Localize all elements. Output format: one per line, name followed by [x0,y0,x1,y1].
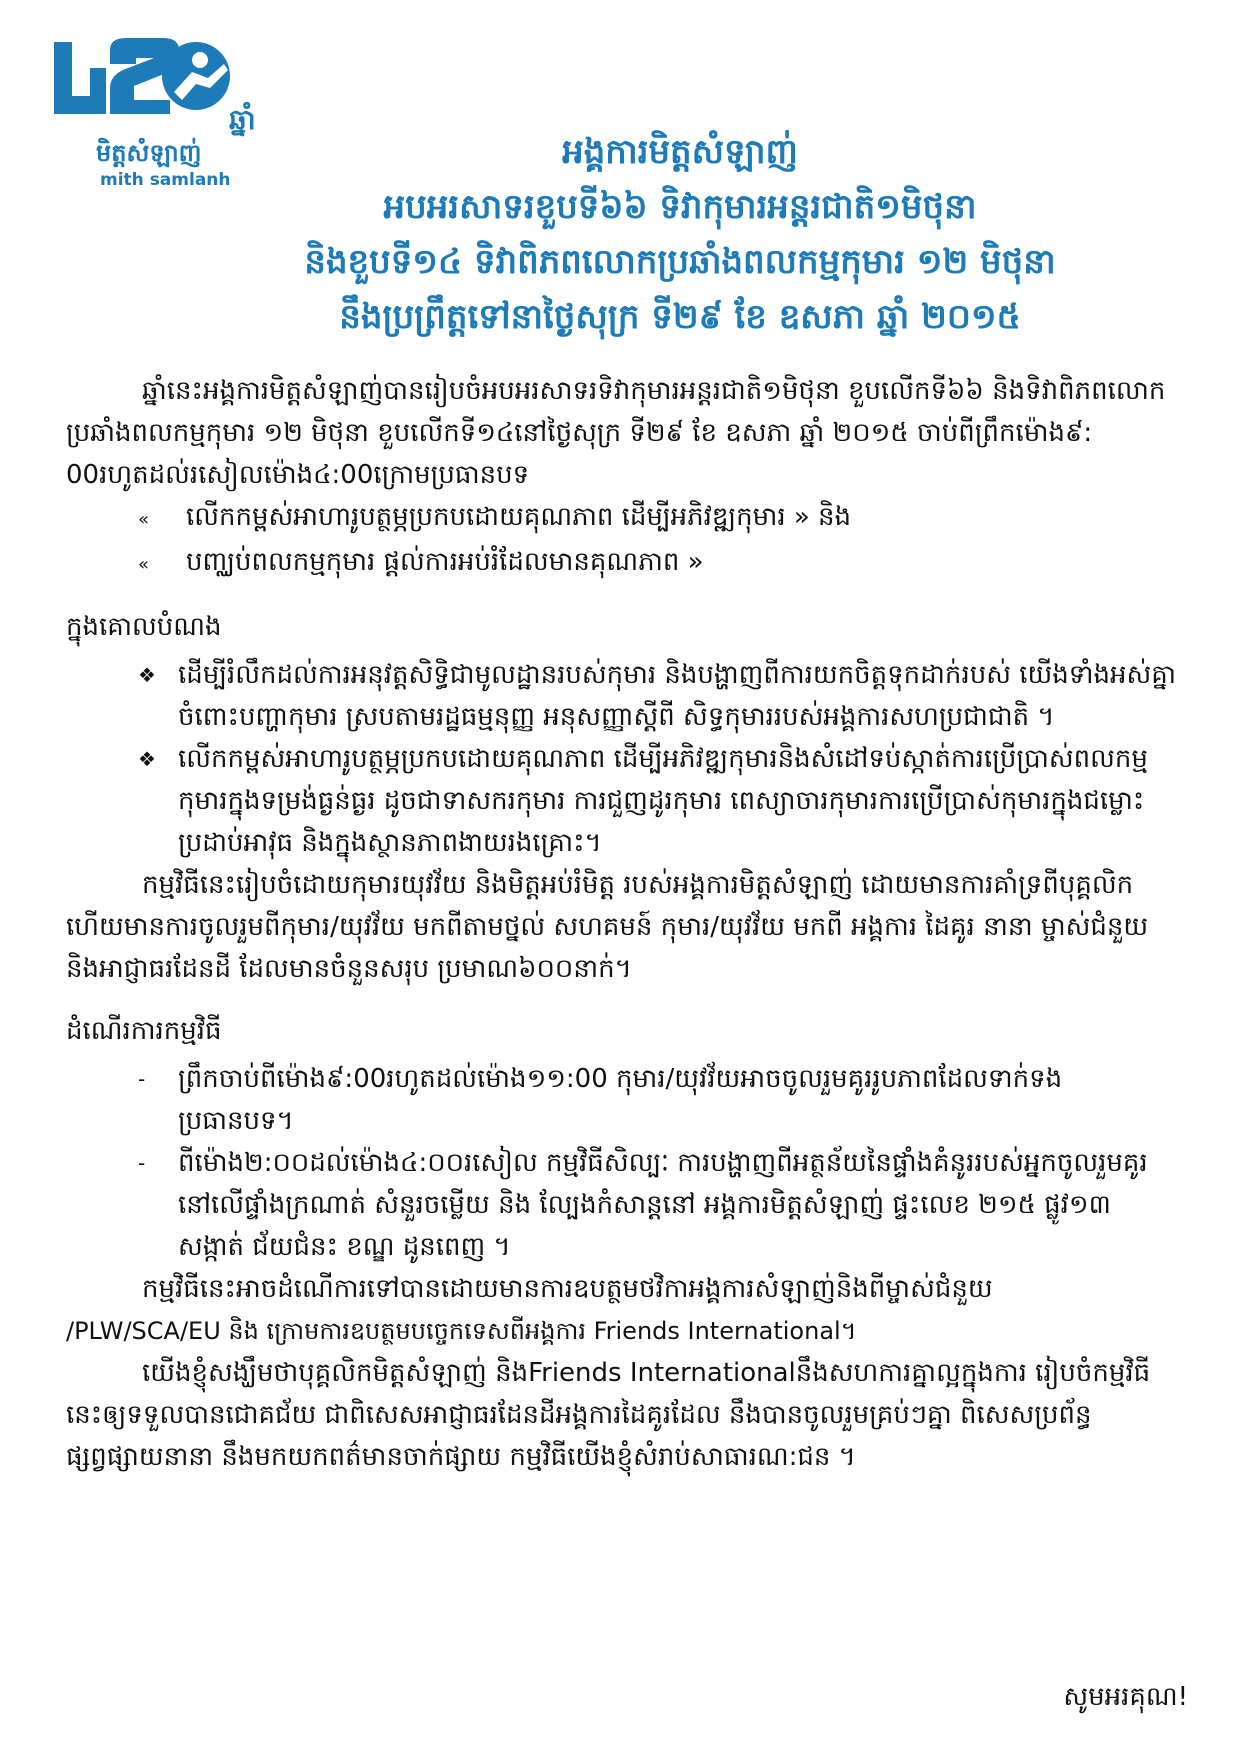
proceedings-heading: ដំណើរការកម្មវិធី [66,1016,222,1046]
purpose-item-text: ដើម្បីរំលឹកដល់ការអនុវត្តសិទ្ធិជាមូលដ្ឋានរបស់កុមារ និងបង្ហាញពីការយកចិត្តទុកដាក់របស់ យើងទាំងអស់គ្នាចំពោះបញ្ហាកុមារ ស្របតាមរដ្ឋធម្មនុញ្ញ អនុសញ្ញាស្តីពី សិទ្ធកុមាររបស់អង្គការសហប្រជាជាតិ ។ [178,660,1177,732]
theme-line [66,541,1176,586]
dash-bullet-icon: - [138,1067,146,1091]
proceedings-item-text: ព្រឹកចាប់ពីម៉ោង៩:00រហូតដល់ម៉ោង១១:00 កុមារ/យុវវ័យអាចចូលរួមគូររូបភាពដែលទាក់ទងប្រធានបទ។ [178,1064,1063,1136]
closing-paragraph: យើងខ្ញុំសង្ឃឹមថាបុគ្គលិកមិត្តសំឡាញ់ និងFriends Internationalនឹងសហការគ្នាល្អក្នុងការ រៀបចំកម្មវិធីនេះឲ្យទទួលបានជោគជ័យ ជាពិសេសអាជ្ញាធរដែនដីអង្គការដៃគូរដែល នឹងបានចូលរួមគ្រប់ៗគ្នា ពិសេសប្រព័ន្ធផ្សព្វផ្សាយនានា នឹងមកយកពត៌មានចាក់ផ្សាយ កម្មវិធីយើងខ្ញុំសំរាប់សាធារណ:ជន ។ [66,1358,1151,1472]
purpose-list [66,654,1176,864]
document-body [66,370,1176,1478]
logo-mark-icon [46,34,231,134]
quote-mark: « [138,554,150,575]
title-line: អបអរសាទរខួបទី៦៦ ទិវាកុមារអន្តរជាតិ១មិថុនា [383,187,977,227]
dash-bullet-icon: - [138,1151,146,1175]
diamond-bullet-icon: ❖ [138,747,156,771]
document-title [230,125,1130,345]
proceedings-list [66,1058,1176,1268]
list-item [66,1058,1176,1142]
theme-line [66,496,1176,541]
theme-text: បញ្ឈប់ពលកម្មកុមារ ផ្តល់ការអប់រំដែលមានគុណភាព » [186,547,704,577]
list-item [66,1142,1176,1268]
thanks-text: សូមអរគុណ! [1063,1682,1188,1712]
quote-mark: « [138,509,150,530]
title-line: នឹងប្រព្រឹត្តទៅនាថ្ងៃសុក្រ ទី២៩ ខែ ឧសភា ឆ្នាំ ២០១៥ [339,297,1021,337]
proceedings-item-text: ពីម៉ោង២:០០ដល់ម៉ោង៤:០០រសៀល កម្មវិធីសិល្បៈ ការបង្ហាញពីអត្ថន័យនៃផ្ទាំងគំនូររបស់អ្នកចូលរួមគូរនៅលើផ្ទាំងក្រណាត់ សំនួរចម្លើយ និង ល្បែងកំសាន្តនៅ អង្គការមិត្តសំឡាញ់ ផ្ទះលេខ ២១៥ ផ្លូវ១៣ សង្កាត់ ជ័យជំនះ ខណ្ឌ ដូនពេញ ។ [178,1148,1148,1262]
organizers-paragraph: កម្មវិធីនេះរៀបចំដោយកុមារយុវវ័យ និងមិត្តអប់រំមិត្ត របស់អង្គការមិត្តសំឡាញ់ ដោយមានការគាំទ្រពីបុគ្គលិក ហើយមានការចូលរួមពីកុមារ/យុវវ័យ មកពីតាមថ្នល់ សហគមន៍ កុមារ/យុវវ័យ មកពី អង្គការ ដៃគូរ នានា ម្ចាស់ជំនួយ និងអាជ្ញាធរដែនដី ដែលមានចំនួនសរុប ប្រមាណ៦០០នាក់។ [66,870,1149,984]
diamond-bullet-icon: ❖ [138,663,156,687]
theme-text: លើកកម្ពស់អាហារូបត្ថម្ភប្រកបដោយគុណភាព ដើម្បីអភិវឌ្ឍកុមារ » និង [186,502,852,532]
support-paragraph-continued: /PLW/SCA/EU និង ក្រោមការឧបត្ថមបច្ចេកទេសពីអង្គការ Friends International។ [66,1317,857,1345]
logo-name-khmer: មិត្តសំឡាញ់ [96,139,202,167]
support-paragraph: កម្មវិធីនេះអាចដំណើការទៅបានដោយមានការឧបត្ថមថវិកាអង្គការសំឡាញ់និងពីម្ចាស់ជំនួយ [142,1274,993,1304]
purpose-item-text: លើកកម្ពស់អាហារូបត្ថម្ភប្រកបដោយគុណភាព ដើម្បីអភិវឌ្ឍកុមារនិងសំដៅទប់ស្កាត់ការប្រើប្រាស់ពលកម្មកុមារក្នុងទម្រង់ធ្ងន់ធ្ងរ ដូចជាទាសករកុមារ ការជួញដូរកុមារ ពេស្យាចារកុមារការប្រើប្រាស់កុមារក្នុងជម្លោះប្រដាប់អាវុធ និងក្នុងស្ថានភាពងាយរងគ្រោះ។ [178,744,1148,858]
logo-name-english: mith samlanh [100,170,231,190]
list-item [66,654,1176,738]
list-item [66,738,1176,864]
intro-paragraph: ឆ្នាំនេះអង្គការមិត្តសំឡាញ់បានរៀបចំអបអរសាទរទិវាកុមារអន្តរជាតិ១មិថុនា ខួបលើកទី៦៦ និងទិវាពិភពលោកប្រឆាំងពលកម្មកុមារ ១២ មិថុនា ខួបលើកទី១៤នៅថ្ងៃសុក្រ ទី២៩ ខែ ឧសភា ឆ្នាំ ២០១៥ ចាប់ពីព្រឹកម៉ោង៩: 00រហូតដល់រសៀលម៉ោង៤:00ក្រោមប្រធានបទ [66,376,1166,490]
title-line: អង្គការមិត្តសំឡាញ់ [562,132,798,172]
title-line: និងខួបទី១៤ ទិវាពិភពលោកប្រឆាំងពលកម្មកុមារ ១២ មិថុនា [304,242,1056,282]
purpose-heading: ក្នុងគោលបំណង [66,612,222,642]
logo-years-text: ឆ្នាំ [229,103,256,136]
